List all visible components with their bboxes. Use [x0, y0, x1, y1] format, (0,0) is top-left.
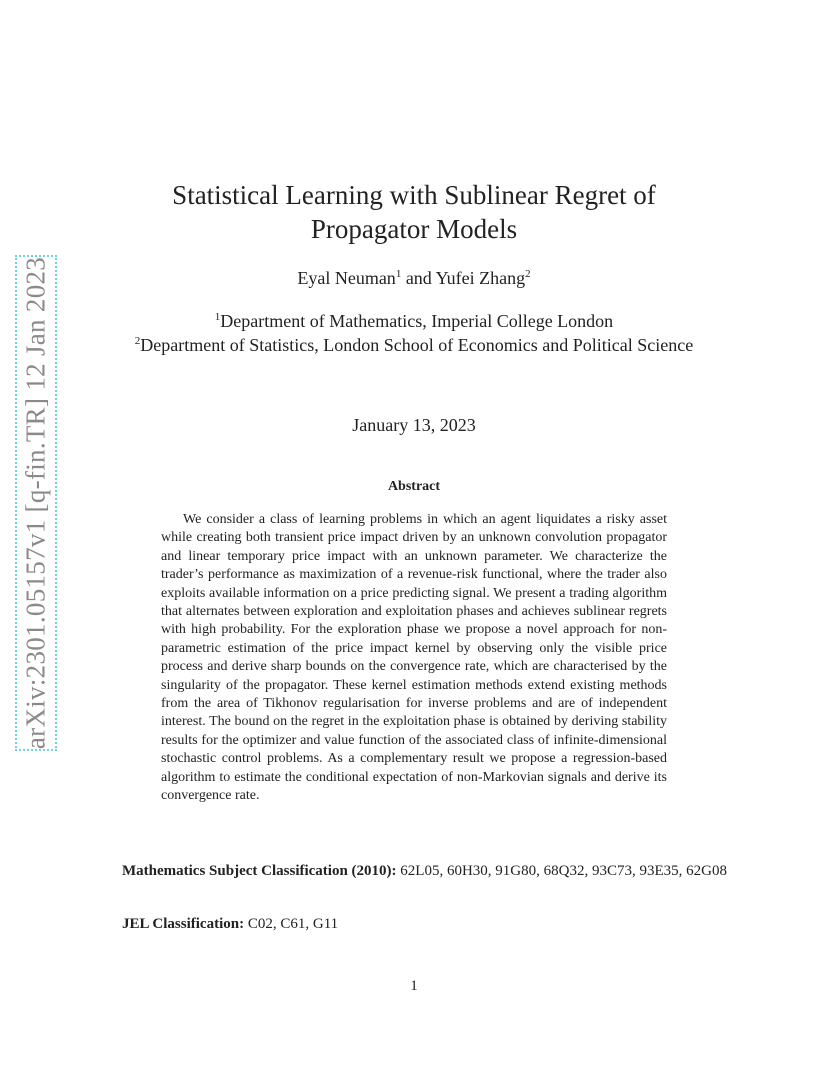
- affiliation-mark: 2: [134, 335, 141, 347]
- affiliation-text: Department of Mathematics, Imperial College London: [220, 311, 614, 331]
- affiliation-mark: 1: [395, 268, 402, 280]
- jel-codes: C02, C61, G11: [247, 916, 339, 932]
- arxiv-watermark: [15, 255, 57, 751]
- paper-title-line-1: Statistical Learning with Sublinear Regret of: [172, 180, 656, 210]
- publication-date: January 13, 2023: [352, 415, 476, 435]
- abstract-body: We consider a class of learning problems in which an agent liquidates a risky asset while creating both transient price impact driven by an unknown convolution propagator and linear temporary price impact with an unknown parameter. We characterize the trader’s performance as maximization of a revenue-risk functional, where the trader also exploits available information on a price predicting signal. We present a trading algorithm that alternates between exploration and exploitation phases and achieves sublinear regrets with high probability. For the exploration phase we propose a novel approach for non-parametric estimation of the price impact kernel by observing only the visible price process and derive sharp bounds on the convergence rate, which are characterised by the singularity of the propagator. These kernel estimation methods extend existing methods from the area of Tikhonov regularisation for inverse problems and are of independent interest. The bound on the regret in the exploitation phase is obtained by deriving stability results for the optimizer and value function of the associated class of infinite-dimensional stochastic control problems. As a complementary result we propose a regression-based algorithm to estimate the conditional expectation of non-Markovian signals and derive its convergence rate.: [161, 512, 667, 804]
- jel-classification: [122, 914, 728, 934]
- affiliation-mark: 2: [525, 268, 531, 280]
- abstract-heading: Abstract: [387, 479, 441, 494]
- msc-classification: [122, 861, 728, 881]
- paper-title: [100, 178, 728, 246]
- affiliation-text: Department of Statistics, London School of Economics and Political Science: [140, 335, 694, 355]
- author-list: [100, 268, 728, 289]
- author-conjunction: and: [405, 268, 432, 288]
- author-name: Eyal Neuman: [297, 268, 396, 288]
- affiliation: [110, 333, 718, 357]
- msc-codes: 62L05, 60H30, 91G80, 68Q32, 93C73, 93E35, 62G08: [400, 863, 727, 879]
- page-number: 1: [410, 978, 418, 994]
- jel-label: JEL Classification:: [122, 916, 245, 932]
- author-name: Yufei Zhang: [435, 268, 526, 288]
- affiliation: [100, 309, 728, 333]
- affiliation-mark: 1: [214, 311, 221, 323]
- paper-title-line-2: Propagator Models: [310, 214, 518, 244]
- msc-label: Mathematics Subject Classification (2010):: [122, 863, 397, 879]
- arxiv-identifier[interactable]: arXiv:2301.05157v1 [q-fin.TR] 12 Jan 2023: [20, 256, 51, 750]
